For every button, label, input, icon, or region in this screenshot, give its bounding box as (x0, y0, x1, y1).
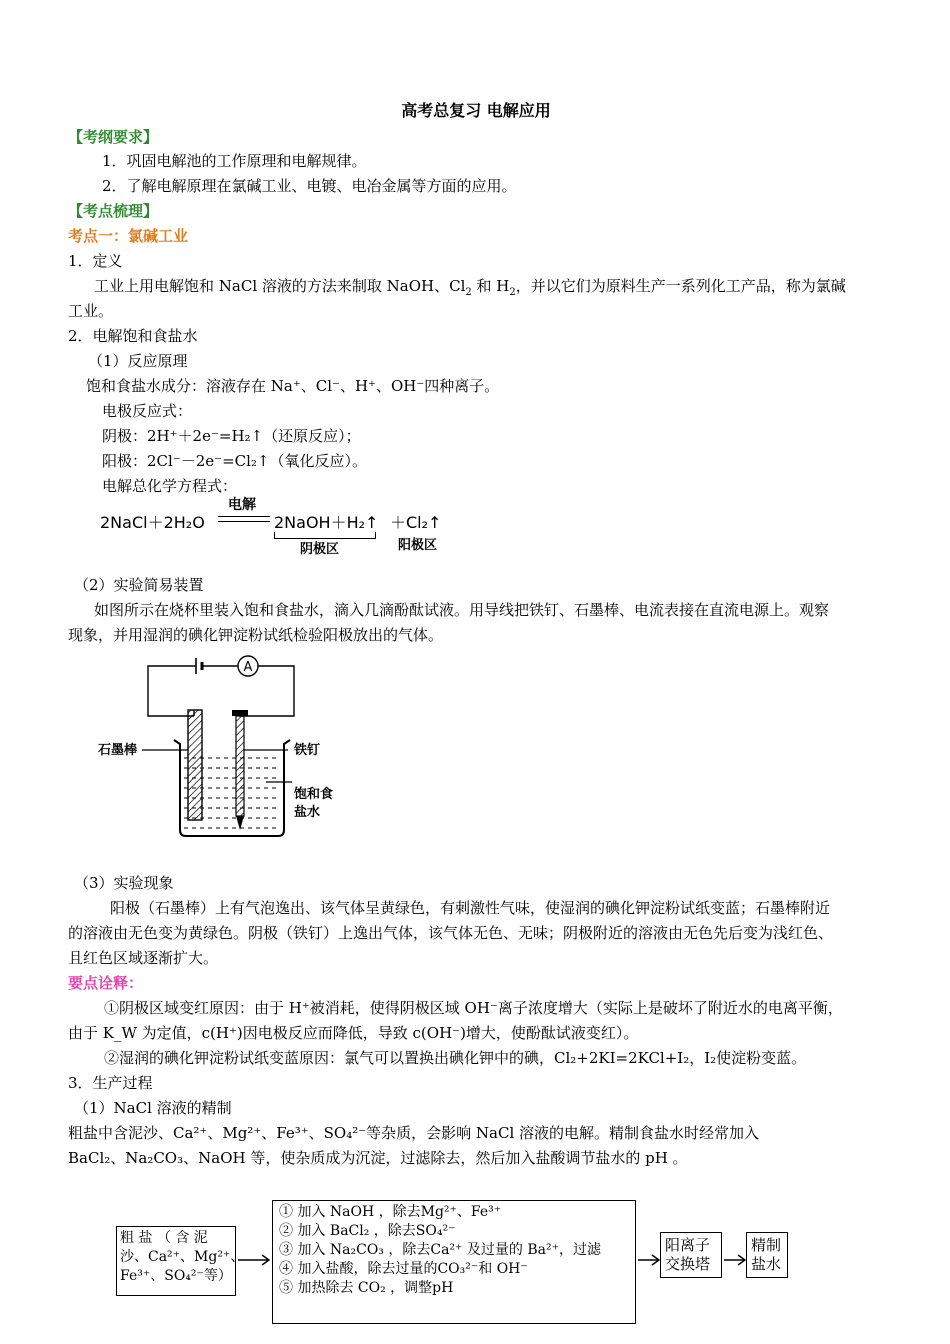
notes-heading: 要点诠释： (68, 974, 144, 992)
section-kaogang: 【考纲要求】 (68, 128, 159, 146)
phenomenon-heading: （3）实验现象 (74, 874, 174, 892)
apparatus-desc-2: 现象，并用湿润的碘化钾淀粉试纸检验阳极放出的气体。 (68, 626, 444, 644)
flow-box-reagents (272, 1200, 636, 1324)
phenomenon-p1: 阳极（石墨棒）上有气泡逸出、该气体呈黄绿色，有刺激性气味，使湿润的碘化钾淀粉试纸变蓝；石墨棒附近 (110, 899, 831, 917)
anode-zone-label: 阳极区 (398, 538, 438, 553)
graphite-rod (188, 710, 202, 820)
electrode-label: 电极反应式： (102, 402, 193, 420)
eq-double-line (218, 516, 270, 522)
point-1-heading: 考点一：氯碱工业 (68, 227, 189, 245)
flow-box3-line2: 交换塔 (665, 1255, 711, 1273)
kaogang-item-1: 1．巩固电解池的工作原理和电解规律。 (102, 152, 367, 170)
overall-equation (100, 497, 480, 560)
phenomenon-p2: 的溶液由无色变为黄绿色。阴极（铁钉）上逸出气体，该气体无色、无味；阴极附近的溶液由无色先后变为浅红色、 (68, 924, 834, 942)
note-2: ②湿润的碘化钾淀粉试纸变蓝原因：氯气可以置换出碘化钾中的碘，Cl₂+2KI=2KCl+I₂，I₂使淀粉变蓝。 (104, 1049, 807, 1067)
brine-label-1: 饱和食 (294, 787, 334, 802)
apparatus-heading: （2）实验简易装置 (74, 576, 204, 594)
flow-step-4: ④ 加入盐酸，除去过量的CO₃²⁻和 OH⁻ (279, 1261, 528, 1277)
kaogang-item-2: 2．了解电解原理在氯碱工业、电镀、电冶金属等方面的应用。 (102, 177, 517, 195)
nail-label: 铁钉 (294, 743, 321, 758)
brine-label-2: 盐水 (294, 805, 321, 820)
page-title: 高考总复习 电解应用 (401, 101, 551, 120)
eq-right-chlorine: ＋Cl₂↑ (390, 513, 442, 532)
flow-box1-line1: 粗 盐 （ 含 泥 (120, 1230, 208, 1246)
iron-nail (236, 716, 244, 816)
refining-p2: BaCl₂、Na₂CO₃、NaOH 等，使杂质成为沉淀，过滤除去，然后加入盐酸调节盐水的 pH 。 (68, 1149, 688, 1167)
production-heading: 3．生产过程 (68, 1074, 153, 1092)
flow-box-refined-brine (746, 1232, 788, 1278)
flow-step-3: ③ 加入 Na₂CO₃ ，除去Ca²⁺ 及过量的 Ba²⁺，过滤 (279, 1242, 601, 1258)
total-equation-label: 电解总化学方程式： (102, 477, 238, 495)
cathode-zone-label: 阴极区 (300, 542, 340, 557)
definition-text: 工业上用电解饱和 NaCl 溶液的方法来制取 NaOH、$Cl_2$ 和 $H_2$，并以它们为原料生产一系列化工产品，称为氯碱 (94, 277, 846, 298)
arrow-right-icon (238, 1252, 274, 1268)
refining-heading: （1）NaCl 溶液的精制 (74, 1099, 232, 1117)
reaction-principle: （1）反应原理 (88, 352, 188, 370)
flow-box1-line2: 沙、Ca²⁺、Mg²⁺、 (120, 1249, 245, 1265)
note-1b: 由于 K_W 为定值，c(H⁺)因电极反应而降低，导致 c(OH⁻)增大，使酚酞试液变红）。 (68, 1024, 639, 1042)
phenomenon-p3: 且红色区域逐渐扩大。 (68, 949, 219, 967)
apparatus-desc-1: 如图所示在烧杯里装入饱和食盐水，滴入几滴酚酞试液。用导线把铁钉、石墨棒、电流表接在直流电源上。观察 (94, 601, 830, 619)
electrolysis-apparatus-diagram (98, 654, 358, 844)
eq-right-products: 2NaOH＋H₂↑ (274, 513, 379, 532)
flow-box3-line1: 阳离子 (665, 1236, 711, 1254)
flow-step-1: ① 加入 NaOH ，除去Mg²⁺、Fe³⁺ (279, 1204, 502, 1220)
flow-box-crude-salt (116, 1226, 245, 1296)
eq-left: 2NaCl＋2H₂O (100, 513, 205, 532)
flow-box4-line2: 盐水 (751, 1255, 782, 1273)
anode-reaction: 阳极：2Cl⁻－2e⁻=Cl₂↑（氧化反应）。 (102, 452, 367, 470)
section-kaodian: 【考点梳理】 (68, 202, 159, 220)
nail-head (232, 710, 248, 716)
flow-box1-line3: Fe³⁺、SO₄²⁻等） (120, 1268, 232, 1284)
flow-step-2: ② 加入 BaCl₂ ，除去SO₄²⁻ (279, 1223, 456, 1239)
flow-box-ion-exchange (660, 1232, 722, 1278)
flow-step-5: ⑤ 加热除去 CO₂ ，调整pH (279, 1280, 454, 1296)
note-1a: ①阴极区域变红原因：由于 H⁺被消耗，使得阴极区域 OH⁻离子浓度增大（实际上是破坏了附近水的电离平衡， (104, 999, 843, 1017)
eq-condition: 电解 (228, 497, 256, 513)
refining-flowchart (68, 1198, 884, 1328)
flow-box4-line1: 精制 (751, 1236, 782, 1254)
electrolysis-heading: 2．电解饱和食盐水 (68, 327, 198, 345)
refining-p1: 粗盐中含泥沙、Ca²⁺、Mg²⁺、Fe³⁺、SO₄²⁻等杂质，会影响 NaCl 溶液的电解。精制食盐水时经常加入 (68, 1124, 760, 1142)
cathode-reaction: 阴极：2H⁺＋2e⁻=H₂↑（还原反应）； (102, 427, 361, 445)
ammeter-label: A (243, 660, 253, 675)
definition-heading: 1．定义 (68, 252, 123, 270)
definition-text-end: 工业。 (68, 302, 114, 320)
graphite-label: 石墨棒 (98, 743, 138, 758)
brine-composition: 饱和食盐水成分：溶液存在 Na⁺、Cl⁻、H⁺、OH⁻四种离子。 (86, 377, 500, 395)
